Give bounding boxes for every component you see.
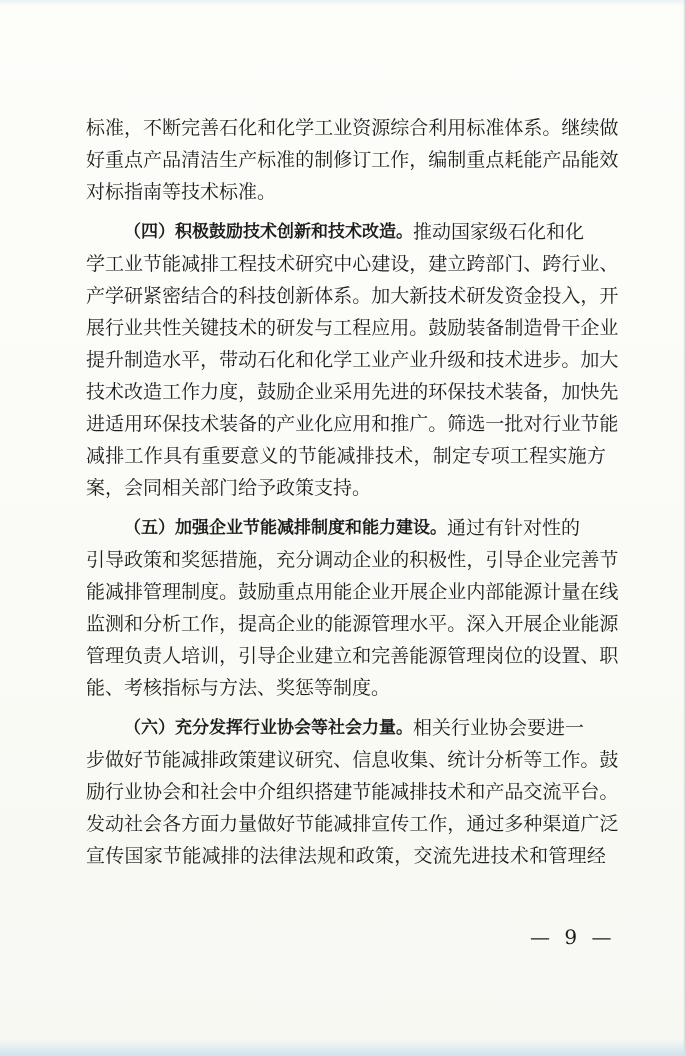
text-line: 管 理 负 责 人 培 训 ， 引 导 企 业 建 立 和 完 善 能 源 管 理 岗 位 的 设 置 、 职	[86, 645, 619, 667]
text-line: 励 行 业 协 会 和 社 会 中 介 组 织 搭 建 节 能 减 排 技 术 和 产 品 交 流 平 台 。	[86, 781, 619, 803]
text-line: 通过有针对性的	[447, 517, 581, 539]
text-line: 对标指南等技术标准。	[86, 181, 277, 203]
text-line: 案，会同相关部门给予政策支持。	[86, 477, 372, 499]
paragraph-gap	[86, 208, 606, 216]
scan-edge-top	[0, 0, 686, 6]
text-line: 步 做 好 节 能 减 排 政 策 建 议 研 究 、 信 息 收 集 、 统 计 分 析 等 工 作 。 鼓	[86, 749, 619, 771]
scan-edge-bottom	[0, 1038, 686, 1056]
text-line: 进 适 用 环 保 技 术 装 备 的 产 业 化 应 用 和 推 广 。 筛 选 一 批 对 行 业 节 能	[86, 413, 619, 435]
text-line: 展 行 业 共 性 关 键 技 术 的 研 发 与 工 程 应 用 。 鼓 励 装 备 制 造 骨 干 企 业	[86, 317, 619, 339]
text-line: 标 准 ， 不 断 完 善 石 化 和 化 学 工 业 资 源 综 合 利 用 标 准 体 系 。 继 续 做	[86, 117, 619, 139]
text-line: 技 术 改 造 工 作 力 度 ， 鼓 励 企 业 采 用 先 进 的 环 保 技 术 装 备 ， 加 快 先	[86, 381, 619, 403]
text-line: 提 升 制 造 水 平 ， 带 动 石 化 和 化 学 工 业 产 业 升 级 和 技 术 进 步 。 加 大	[86, 349, 619, 371]
text-line: 宣 传 国 家 节 能 减 排 的 法 律 法 规 和 政 策 ， 交 流 先 进 技 术 和 管 理 经	[86, 845, 606, 867]
text-line: 能、考核指标与方法、奖惩等制度。	[86, 677, 391, 699]
section-5-first-line	[86, 512, 606, 544]
text-line: 发 动 社 会 各 方 面 力 量 做 好 节 能 减 排 宣 传 工 作 ， 通 过 多 种 渠 道 广 泛	[86, 813, 619, 835]
body-text	[86, 112, 619, 872]
section-6-first-line	[86, 712, 606, 744]
paragraph-gap	[86, 704, 606, 712]
text-line: 减 排 工 作 具 有 重 要 意 义 的 节 能 减 排 技 术 ， 制 定 专 项 工 程 实 施 方	[86, 445, 606, 467]
page-number: — 9 —	[530, 925, 616, 949]
section-4-first-line	[86, 216, 606, 248]
section-4-heading: （四）积极鼓励技术创新和技术改造。	[124, 222, 413, 242]
text-line: 监 测 和 分 析 工 作 ， 提 高 企 业 的 能 源 管 理 水 平 。 深 入 开 展 企 业 能 源	[86, 613, 619, 635]
text-line: 产 学 研 紧 密 结 合 的 科 技 创 新 体 系 。 加 大 新 技 术 研 发 资 金 投 入 ， 开	[86, 285, 619, 307]
section-5-heading: （五）加强企业节能减排制度和能力建设。	[124, 518, 447, 538]
text-line: 好 重 点 产 品 清 洁 生 产 标 准 的 制 修 订 工 作 ， 编 制 重 点 耗 能 产 品 能 效	[86, 149, 619, 171]
text-line: 推动国家级石化和化	[413, 221, 585, 243]
paragraph-gap	[86, 504, 606, 512]
text-line: 相关行业协会要进一	[413, 717, 585, 739]
text-line: 引 导 政 策 和 奖 惩 措 施 ， 充 分 调 动 企 业 的 积 极 性 ， 引 导 企 业 完 善 节	[86, 549, 619, 571]
section-6-heading: （六）充分发挥行业协会等社会力量。	[124, 718, 413, 738]
text-line: 学 工 业 节 能 减 排 工 程 技 术 研 究 中 心 建 设 ， 建 立 跨 部 门 、 跨 行 业 、	[86, 253, 619, 275]
text-line: 能 减 排 管 理 制 度 。 鼓 励 重 点 用 能 企 业 开 展 企 业 内 部 能 源 计 量 在 线	[86, 581, 619, 603]
